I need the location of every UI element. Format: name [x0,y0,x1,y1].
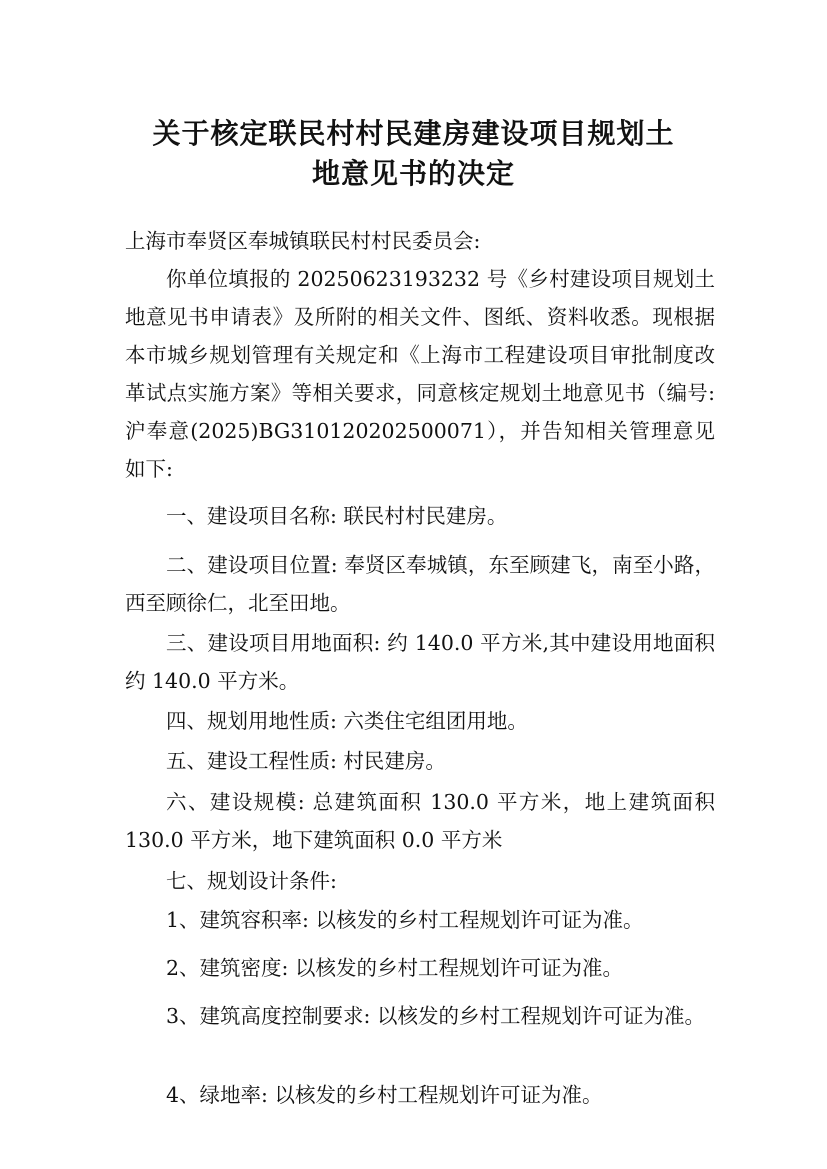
item-land-use: 四、规划用地性质: 六类住宅组团用地。 [166,709,528,733]
item-project-location: 二、建设项目位置: 奉贤区奉城镇，东至顾建飞，南至小路，西至顾徐仁，北至田地。 [125,553,715,615]
item-7-block [125,866,715,896]
addressee-block [125,222,715,260]
item-project-name: 一、建设项目名称: 联民村村民建房。 [166,504,508,528]
intro-block [125,260,715,488]
item-land-area: 三、建设项目用地面积: 约 140.0 平方米,其中建设用地面积约 140.0 平方米。 [125,631,715,693]
document-title-line-2: 地意见书的决定 [311,157,515,190]
condition-floor-area-ratio: 1、建筑容积率: 以核发的乡村工程规划许可证为准。 [166,908,644,932]
condition-4-block [125,1080,715,1110]
document-title-line-1: 关于核定联民村村民建房建设项目规划土 [152,117,675,150]
item-design-conditions: 七、规划设计条件: [166,869,337,893]
item-1-block [125,497,715,535]
condition-height-control: 3、建筑高度控制要求: 以核发的乡村工程规划许可证为准。 [166,1004,705,1028]
item-5-block [125,746,715,776]
condition-building-density: 2、建筑密度: 以核发的乡村工程规划许可证为准。 [166,956,623,980]
addressee: 上海市奉贤区奉城镇联民村村民委员会: [125,229,481,253]
intro-paragraph: 你单位填报的 20250623193232 号《乡村建设项目规划土地意见书申请表》及所附的相关文件、图纸、资料收悉。现根据本市城乡规划管理有关规定和《上海市工程建设项目审批制度改革试点实施方案》等相关要求，同意核定规划土地意见书（编号: 沪奉意(2025)BG310120202500071），并告知相关管理意见如下: [125,267,715,481]
item-3-block [125,624,715,700]
item-project-nature: 五、建设工程性质: 村民建房。 [166,749,446,773]
condition-2-block [125,953,715,983]
condition-3-block [125,997,715,1035]
item-6-block [125,783,715,859]
item-2-block [125,546,715,622]
item-construction-scale: 六、建设规模: 总建筑面积 130.0 平方米，地上建筑面积 130.0 平方米，地下建筑面积 0.0 平方米 [125,790,715,852]
condition-green-ratio: 4、绿地率: 以核发的乡村工程规划许可证为准。 [166,1083,603,1107]
condition-1-block [125,905,715,935]
item-4-block [125,706,715,736]
